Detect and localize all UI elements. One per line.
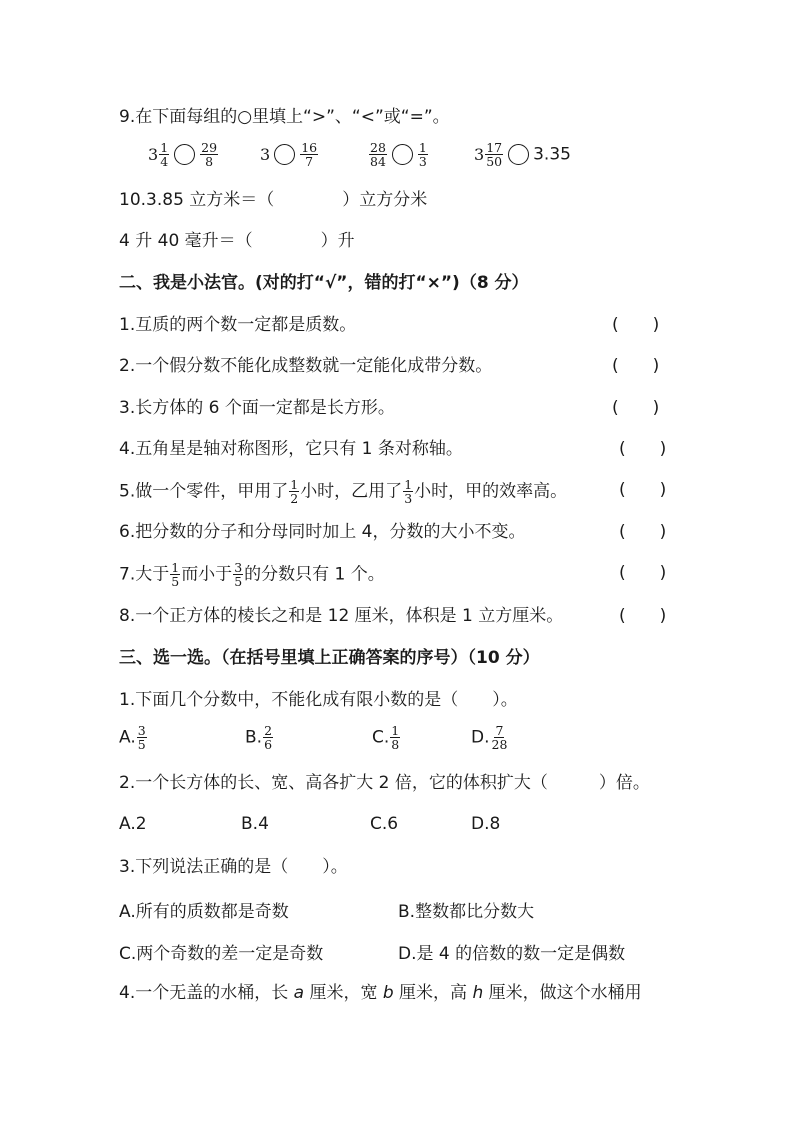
section2-heading: 二、我是小法官。(对的打“√”，错的打“×”)（8 分）	[119, 273, 529, 293]
compare-circle[interactable]	[274, 144, 295, 165]
answer-parens[interactable]: ( )	[612, 315, 660, 335]
judge-item-7	[119, 561, 385, 588]
q9-stem: 9.在下面每组的○里填上“>”、“<”或“=”。	[119, 107, 450, 127]
judge-item-4: 4.五角星是轴对称图形，它只有 1 条对称轴。	[119, 439, 463, 459]
choice-q1-stem: 1.下面几个分数中，不能化成有限小数的是（ ）。	[119, 690, 518, 710]
fraction: $\frac{3}{5}$	[234, 560, 243, 589]
fraction: $\frac{1}{3}$	[418, 140, 427, 169]
item-text: 7.大于	[119, 564, 170, 585]
compare-circle[interactable]	[508, 144, 529, 165]
answer-parens[interactable]: ( )	[612, 398, 660, 418]
choice-q2-stem: 2.一个长方体的长、宽、高各扩大 2 倍，它的体积扩大（ ）倍。	[119, 773, 650, 793]
choice-q2-option-d[interactable]: D.8	[471, 814, 501, 834]
choice-q1-option-b[interactable]: B. $\frac{2}{6}$	[245, 723, 273, 752]
choice-q3-option-b[interactable]: B.整数都比分数大	[398, 902, 535, 922]
choice-q4-stem: 4.一个无盖的水桶，长 a 厘米，宽 b 厘米，高 h 厘米，做这个水桶用	[119, 983, 642, 1003]
judge-item-5	[119, 478, 567, 505]
fraction: $\frac{1}{3}$	[404, 477, 413, 506]
section3-heading: 三、选一选。（在括号里填上正确答案的序号）（10 分）	[119, 648, 540, 668]
judge-item-8: 8.一个正方体的棱长之和是 12 厘米，体积是 1 立方厘米。	[119, 606, 564, 626]
fraction: $\frac{7}{28}$	[491, 723, 508, 752]
choice-q2-option-a[interactable]: A.2	[119, 814, 147, 834]
choice-q3-option-a[interactable]: A.所有的质数都是奇数	[119, 902, 289, 922]
answer-parens[interactable]: ( )	[619, 480, 667, 500]
answer-parens[interactable]: ( )	[612, 356, 660, 376]
item-text: 小时，乙用了	[300, 481, 403, 502]
compare-circle[interactable]	[174, 144, 195, 165]
whole-number: 3	[260, 145, 271, 164]
fraction: $\frac{1}{8}$	[391, 723, 400, 752]
choice-q1-option-d[interactable]: D. $\frac{7}{28}$	[471, 723, 508, 752]
judge-item-3: 3.长方体的 6 个面一定都是长方形。	[119, 398, 395, 418]
choice-q2-option-b[interactable]: B.4	[241, 814, 269, 834]
fraction: $\frac{3}{5}$	[137, 723, 146, 752]
item-text: 而小于	[181, 564, 233, 585]
choice-q3-option-d[interactable]: D.是 4 的倍数的数一定是偶数	[398, 944, 626, 964]
item-text: 小时，甲的效率高。	[414, 481, 568, 502]
answer-parens[interactable]: ( )	[619, 563, 667, 583]
comparison-1	[148, 141, 219, 168]
mixed-whole: 3	[474, 145, 485, 164]
fraction: $\frac{17}{50}$	[486, 140, 503, 169]
choice-q2-option-c[interactable]: C.6	[370, 814, 399, 834]
fraction: $\frac{1}{5}$	[171, 560, 180, 589]
fraction: $\frac{2}{6}$	[264, 723, 273, 752]
judge-item-6: 6.把分数的分子和分母同时加上 4，分数的大小不变。	[119, 522, 526, 542]
fraction: $\frac{1}{2}$	[290, 477, 299, 506]
comparison-2	[260, 141, 319, 168]
answer-parens[interactable]: ( )	[619, 522, 667, 542]
fraction: $\frac{29}{8}$	[201, 140, 218, 169]
judge-item-2: 2.一个假分数不能化成整数就一定能化成带分数。	[119, 356, 493, 376]
mixed-whole: 3	[148, 145, 159, 164]
answer-parens[interactable]: ( )	[619, 606, 667, 626]
q10-line2: 4 升 40 毫升＝（ ）升	[119, 231, 355, 251]
item-text: 5.做一个零件，甲用了	[119, 481, 289, 502]
fraction: $\frac{28}{84}$	[370, 140, 386, 169]
choice-q1-option-c[interactable]: C. $\frac{1}{8}$	[372, 723, 400, 752]
q10-line1: 10.3.85 立方米＝（ ）立方分米	[119, 190, 428, 210]
fraction: $\frac{1}{4}$	[160, 140, 169, 169]
choice-q3-stem: 3.下列说法正确的是（ ）。	[119, 857, 348, 877]
answer-parens[interactable]: ( )	[619, 439, 667, 459]
compare-circle[interactable]	[392, 144, 413, 165]
choice-q3-option-c[interactable]: C.两个奇数的差一定是奇数	[119, 944, 324, 964]
comparison-3	[368, 141, 429, 168]
fraction: $\frac{16}{7}$	[301, 140, 318, 169]
item-text: 的分数只有 1 个。	[244, 564, 385, 585]
decimal-value: 3.35	[533, 144, 571, 165]
comparison-4	[474, 141, 571, 168]
judge-item-1: 1.互质的两个数一定都是质数。	[119, 315, 357, 335]
choice-q1-option-a[interactable]: A. $\frac{3}{5}$	[119, 723, 146, 752]
